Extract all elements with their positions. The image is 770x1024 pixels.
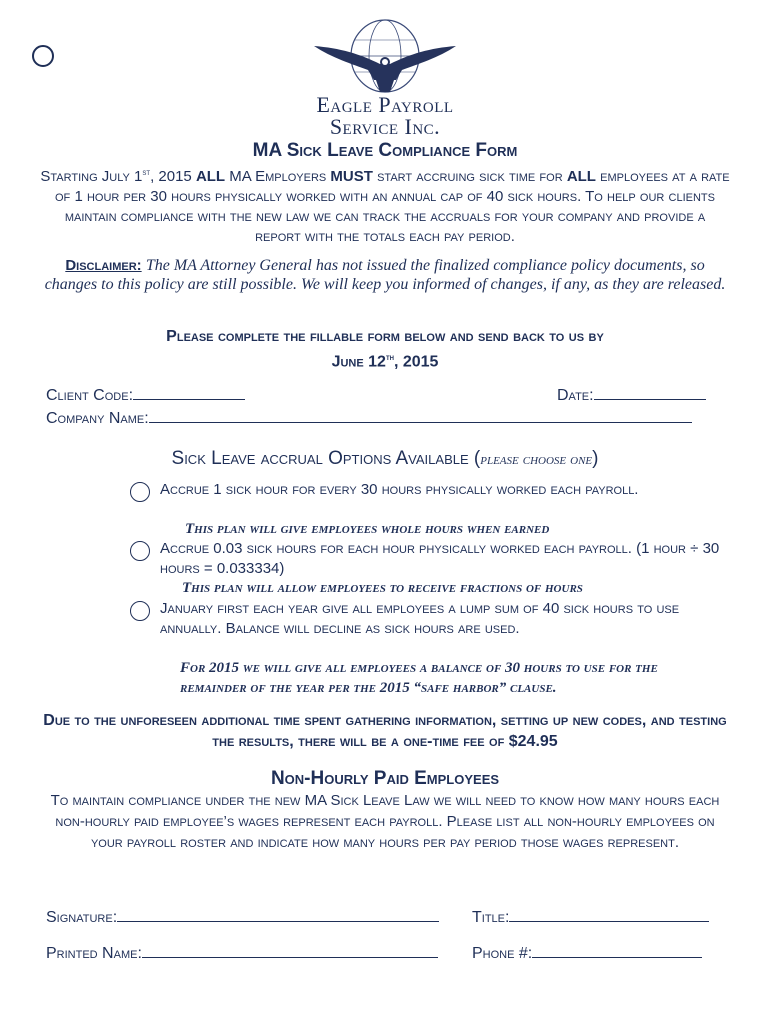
eagle-globe-icon <box>310 18 460 94</box>
options-heading-text: Sick Leave accrual Options Available ( <box>171 448 481 469</box>
phone-label: Phone #: <box>472 945 533 962</box>
phone-field <box>472 943 702 963</box>
deadline-date: June 12 <box>331 353 386 371</box>
intro-text-3: MA Employers <box>225 168 331 185</box>
intro-text-1: Starting July 1 <box>40 168 143 185</box>
intro-all-1: ALL <box>195 168 226 185</box>
printed-name-label: Printed Name: <box>46 945 142 962</box>
option-1-radio[interactable] <box>130 482 150 502</box>
title-field <box>472 907 709 927</box>
logo-text-line1: Eagle Payroll <box>316 92 454 117</box>
option-3-text: January first each year give all employees a lump sum of 40 sick hours to use annually. Balance will decline as sick hours are used. <box>160 600 680 637</box>
deadline-year: , 2015 <box>393 353 439 371</box>
company-name-field <box>46 408 692 428</box>
submission-instructions <box>40 327 730 372</box>
submission-line-2 <box>40 347 730 372</box>
fee-notice: Due to the unforeseen additional time spent gathering information, setting up new codes, and testing the results, there will be a one-time fee of $24.95 <box>43 712 727 750</box>
title-input[interactable] <box>509 907 709 922</box>
nonhourly-title: Non-Hourly Paid Employees <box>270 768 500 789</box>
date-input[interactable] <box>594 385 706 400</box>
company-name-input[interactable] <box>149 408 692 423</box>
logo-text-line2: Service Inc. <box>329 114 441 139</box>
disclaimer <box>40 256 730 294</box>
options-heading-italic: please choose one <box>480 451 593 468</box>
client-code-label: Client Code: <box>46 387 134 404</box>
option-2-note: This plan will allow employees to receive fractions of hours <box>182 580 583 596</box>
client-code-field <box>46 385 245 405</box>
option-1-text: Accrue 1 sick hour for every 30 hours physically worked each payroll. <box>160 481 639 498</box>
company-name-label: Company Name: <box>46 410 149 427</box>
date-label: Date: <box>557 387 594 404</box>
title-label: Title: <box>472 909 510 926</box>
printed-name-input[interactable] <box>142 943 438 958</box>
phone-input[interactable] <box>532 943 702 958</box>
signature-label: Signature: <box>46 909 118 926</box>
option-3-note: For 2015 we will give all employees a balance of 30 hours to use for the remainder of the year per the 2015 “safe harbor” clause. <box>180 660 658 696</box>
options-heading <box>0 448 770 470</box>
option-2-radio[interactable] <box>130 541 150 561</box>
company-logo <box>300 18 470 139</box>
intro-must: MUST <box>330 168 373 185</box>
date-field <box>557 385 706 405</box>
intro-sup: st <box>142 167 151 177</box>
intro-all-2: ALL <box>566 168 596 185</box>
submission-line-1: Please complete the fillable form below and send back to us by <box>166 328 604 345</box>
options-heading-end: ) <box>592 448 599 469</box>
option-2-text: Accrue 0.03 sick hours for each hour physically worked each payroll. (1 hour ÷ 30 hours = 0.033334) <box>160 540 720 577</box>
printed-name-field <box>46 943 438 963</box>
intro-paragraph <box>40 162 730 247</box>
corner-radio-button[interactable] <box>32 45 54 67</box>
disclaimer-label: Disclaimer: <box>65 257 142 274</box>
intro-text-4: start accruing sick time for <box>372 168 567 185</box>
nonhourly-text: To maintain compliance under the new MA Sick Leave Law we will need to know how many hours each non-hourly paid employee’s wages represent each payroll. Please list all non-hourly employees on your payroll roster and indicate how many hours per pay period those wages represent. <box>50 792 720 851</box>
signature-input[interactable] <box>117 907 439 922</box>
disclaimer-text: The MA Attorney General has not issued the finalized compliance policy documents, so changes to this policy are still possible. We will keep you informed of changes, if any, as they are released. <box>44 257 726 293</box>
intro-text-5: employees at a rate of 1 hour per 30 hours physically worked with an annual cap of 40 sick hours. To help our clients maintain compliance with the new law we can track the accruals for your company and provide a report with the totals each pay period. <box>55 168 730 245</box>
option-3-radio[interactable] <box>130 601 150 621</box>
signature-field <box>46 907 439 927</box>
option-1-note: This plan will give employees whole hours when earned <box>185 521 550 537</box>
intro-text-2: , 2015 <box>150 168 196 185</box>
form-title: MA Sick Leave Compliance Form <box>252 140 518 161</box>
client-code-input[interactable] <box>133 385 245 400</box>
deadline-sup: th <box>385 352 394 362</box>
